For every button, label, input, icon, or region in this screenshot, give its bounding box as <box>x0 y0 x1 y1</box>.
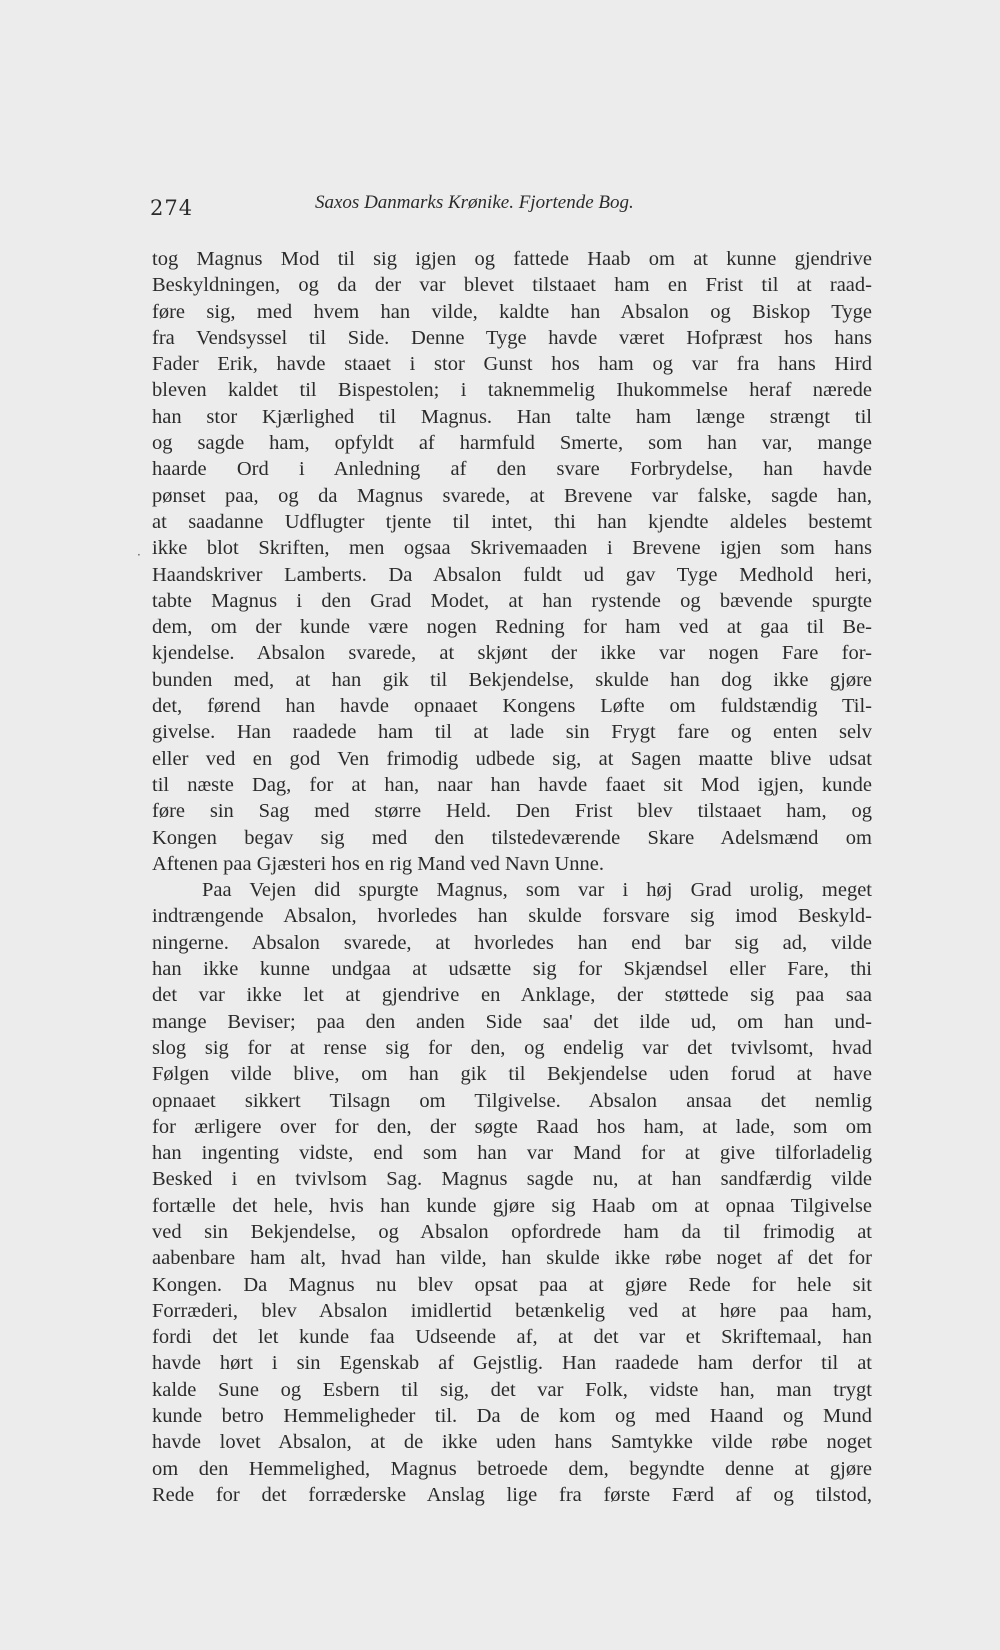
text-line: Paa Vejen did spurgte Magnus, som var i høj Grad urolig, meget <box>202 879 872 902</box>
text-line: og sagde ham, opfyldt af harmfuld Smerte, som han var, mange <box>152 432 872 455</box>
text-line: det var ikke let at gjendrive en Anklage, der støttede sig paa saa <box>152 984 872 1007</box>
margin-mark: · <box>137 548 141 562</box>
body-text <box>152 246 872 1508</box>
running-title: Saxos Danmarks Krønike. Fjortende Bog. <box>315 192 634 213</box>
text-line: føre sin Sag med større Held. Den Frist blev tilstaaet ham, og <box>152 800 872 823</box>
text-line: ningerne. Absalon svarede, at hvorledes han end bar sig ad, vilde <box>152 931 872 954</box>
text-line: mange Beviser; paa den anden Side saa' det ilde ud, om han und- <box>152 1010 872 1033</box>
text-line: Rede for det forræderske Anslag lige fra første Færd af og tilstod, <box>152 1483 872 1506</box>
text-line: Kongen. Da Magnus nu blev opsat paa at gjøre Rede for hele sit <box>152 1273 872 1296</box>
text-line: Følgen vilde blive, om han gik til Bekjendelse uden forud at have <box>152 1063 872 1086</box>
text-line: fordi det let kunde faa Udseende af, at det var et Skriftemaal, han <box>152 1326 872 1349</box>
text-line: Kongen begav sig med den tilstedeværende Skare Adelsmænd om <box>152 826 872 849</box>
text-line: Forræderi, blev Absalon imidlertid betænkelig ved at høre paa ham, <box>152 1299 872 1322</box>
text-line: Haandskriver Lamberts. Da Absalon fuldt ud gav Tyge Medhold heri, <box>152 563 872 586</box>
text-line: pønset paa, og da Magnus svarede, at Brevene var falske, sagde han, <box>152 484 872 507</box>
text-line: havde hørt i sin Egenskab af Gejstlig. Han raadede ham derfor til at <box>152 1352 872 1375</box>
text-line: haarde Ord i Anledning af den svare Forbrydelse, han havde <box>152 458 872 481</box>
text-line: kjendelse. Absalon svarede, at skjønt der ikke var nogen Fare for- <box>152 642 872 665</box>
text-line: ved sin Bekjendelse, og Absalon opfordrede ham da til frimodig at <box>152 1220 872 1243</box>
text-line: for ærligere over for den, der søgte Raad hos ham, at lade, som om <box>152 1115 872 1138</box>
text-line: det, førend han havde opnaaet Kongens Løfte om fuldstændig Til- <box>152 695 872 718</box>
text-line: han stor Kjærlighed til Magnus. Han talte ham længe strængt til <box>152 405 872 428</box>
text-line: slog sig for at rense sig for den, og endelig var det tvivlsomt, hvad <box>152 1036 872 1059</box>
text-line: til næste Dag, for at han, naar han havde faaet sit Mod igjen, kunde <box>152 773 872 796</box>
text-line: givelse. Han raadede ham til at lade sin Frygt fare og enten selv <box>152 721 872 744</box>
text-line: Fader Erik, havde staaet i stor Gunst hos ham og var fra hans Hird <box>152 353 872 376</box>
text-line: at saadanne Udflugter tjente til intet, thi han kjendte aldeles bestemt <box>152 510 872 533</box>
text-line: om den Hemmelighed, Magnus betroede dem, begyndte denne at gjøre <box>152 1457 872 1480</box>
text-line: Aftenen paa Gjæsteri hos en rig Mand ved Navn Unne. <box>152 852 605 875</box>
text-line: opnaaet sikkert Tilsagn om Tilgivelse. Absalon ansaa det nemlig <box>152 1089 872 1112</box>
text-line: havde lovet Absalon, at de ikke uden hans Samtykke vilde røbe noget <box>152 1431 872 1454</box>
text-line: Besked i en tvivlsom Sag. Magnus sagde nu, at han sandfærdig vilde <box>152 1168 872 1191</box>
text-line: fra Vendsyssel til Side. Denne Tyge havde været Hofpræst hos hans <box>152 326 872 349</box>
text-line: tog Magnus Mod til sig igjen og fattede Haab om at kunne gjendrive <box>152 248 872 270</box>
page-header <box>150 192 870 224</box>
text-line: han ingenting vidste, end som han var Mand for at give tilforladelig <box>152 1142 872 1165</box>
text-line: bleven kaldet til Bispestolen; i taknemmelig Ihukommelse heraf nærede <box>152 379 872 402</box>
page-number: 274 <box>150 196 194 220</box>
text-line: han ikke kunne undgaa at udsætte sig for Skjændsel eller Fare, thi <box>152 958 872 981</box>
text-line: tabte Magnus i den Grad Modet, at han rystende og bævende spurgte <box>152 589 872 612</box>
text-line: ikke blot Skriften, men ogsaa Skrivemaaden i Brevene igjen som hans <box>152 537 872 560</box>
text-line: bunden med, at han gik til Bekjendelse, skulde han dog ikke gjøre <box>152 668 872 691</box>
text-line: kalde Sune og Esbern til sig, det var Folk, vidste han, man trygt <box>152 1378 872 1401</box>
text-line: fortælle det hele, hvis han kunde gjøre sig Haab om at opnaa Tilgivelse <box>152 1194 872 1217</box>
text-line: eller ved en god Ven frimodig udbede sig, at Sagen maatte blive udsat <box>152 747 872 770</box>
text-line: aabenbare ham alt, hvad han vilde, han skulde ikke røbe noget af det for <box>152 1247 872 1270</box>
text-line: føre sig, med hvem han vilde, kaldte han Absalon og Biskop Tyge <box>152 300 872 323</box>
text-line: indtrængende Absalon, hvorledes han skulde forsvare sig imod Beskyld- <box>152 905 872 928</box>
text-line: dem, om der kunde være nogen Redning for ham ved at gaa til Be- <box>152 616 872 639</box>
text-line: kunde betro Hemmeligheder til. Da de kom og med Haand og Mund <box>152 1405 872 1428</box>
text-line: Beskyldningen, og da der var blevet tilstaaet ham en Frist til at raad- <box>152 274 872 297</box>
